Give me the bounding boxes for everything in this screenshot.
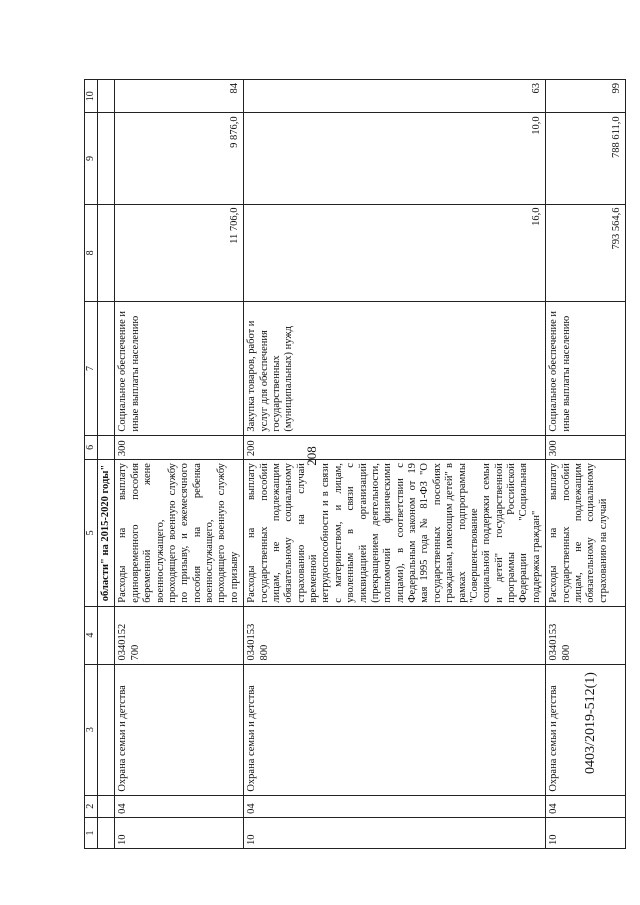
cell-description: Расходы на выплату государственных пособий лицам, не подлежащим обязательному социальному страхованию на случай временной нетрудоспособности и в связи с материнством, и лицам, уволенным в связи с ликвидацией организаций (прекращением деятельности, полномочий физическими лицами), в соответствии с Федеральным законом от 19 мая 1995 года № 81-ФЗ "О государственных пособиях гражданам, имеющим детей" в рамках подпрограммы "Совершенствование социальной поддержки семьи и детей" государственной программы Российской Федерации "Социальная поддержка граждан" [244, 460, 546, 607]
cell-expense-type: 200 [244, 435, 546, 459]
document-code: 0403/2019-512(1) [582, 672, 598, 774]
cell-value-fact: 9 876,0 [115, 113, 244, 204]
cell-target-article: 0340152 700 [115, 606, 244, 664]
continuation-text: области" на 2015-2020 годы" [98, 460, 115, 607]
cell-expense-name: Социальное обеспечение и иные выплаты населению [115, 302, 244, 435]
column-header: 7 [85, 302, 98, 435]
cell-expense-name: Закупка товаров, работ и услуг для обеспечения государственных (муниципальных) нужд [244, 302, 546, 435]
header-row [85, 80, 98, 849]
column-header: 2 [85, 795, 98, 817]
cell-value-fact: 10,0 [244, 113, 546, 204]
cell-subsection: 04 [244, 795, 546, 817]
column-header: 4 [85, 606, 98, 664]
cell-value-plan: 16,0 [244, 204, 546, 302]
cell-target-article: 0340153 800 [546, 606, 626, 664]
column-header: 6 [85, 435, 98, 459]
cell-subsection: 04 [546, 795, 626, 817]
cell-description: Расходы на выплату единовременного пособия беременной жене военнослужащего, проходящего военную службу по призыву, и ежемесячного пособия на ребенка военнослужащего, проходящего военную службу по призыву [115, 460, 244, 607]
column-header: 5 [85, 460, 98, 607]
cell-target-article: 0340153 800 [244, 606, 546, 664]
table-container [84, 79, 633, 849]
column-header: 3 [85, 664, 98, 795]
continuation-row [98, 80, 115, 849]
cell-value-plan: 793 564,6 [546, 204, 626, 302]
cell-expense-type: 300 [546, 435, 626, 459]
cell-section: 10 [244, 817, 546, 848]
table-row [546, 80, 626, 849]
column-header: 9 [85, 113, 98, 204]
column-header: 10 [85, 80, 98, 113]
table-row [115, 80, 244, 849]
cell-percent: 63 [244, 80, 546, 113]
page-number: 208 [303, 446, 319, 466]
budget-table [84, 79, 626, 849]
cell-section-name: Охрана семьи и детства [244, 664, 546, 795]
cell-expense-type: 300 [115, 435, 244, 459]
cell-section-name: Охрана семьи и детства [115, 664, 244, 795]
cell-description: Расходы на выплату государственных пособий лицам, не подлежащим обязательному социальному страхованию на случай [546, 460, 626, 607]
cell-percent: 84 [115, 80, 244, 113]
cell-section: 10 [546, 817, 626, 848]
cell-section-name: Охрана семьи и детства [546, 664, 626, 795]
cell-percent: 99 [546, 80, 626, 113]
cell-value-fact: 788 611,0 [546, 113, 626, 204]
cell-expense-name: Социальное обеспечение и иные выплаты населению [546, 302, 626, 435]
cell-subsection: 04 [115, 795, 244, 817]
cell-section: 10 [115, 817, 244, 848]
table-row [244, 80, 546, 849]
column-header: 8 [85, 204, 98, 302]
column-header: 1 [85, 817, 98, 848]
cell-value-plan: 11 706,0 [115, 204, 244, 302]
